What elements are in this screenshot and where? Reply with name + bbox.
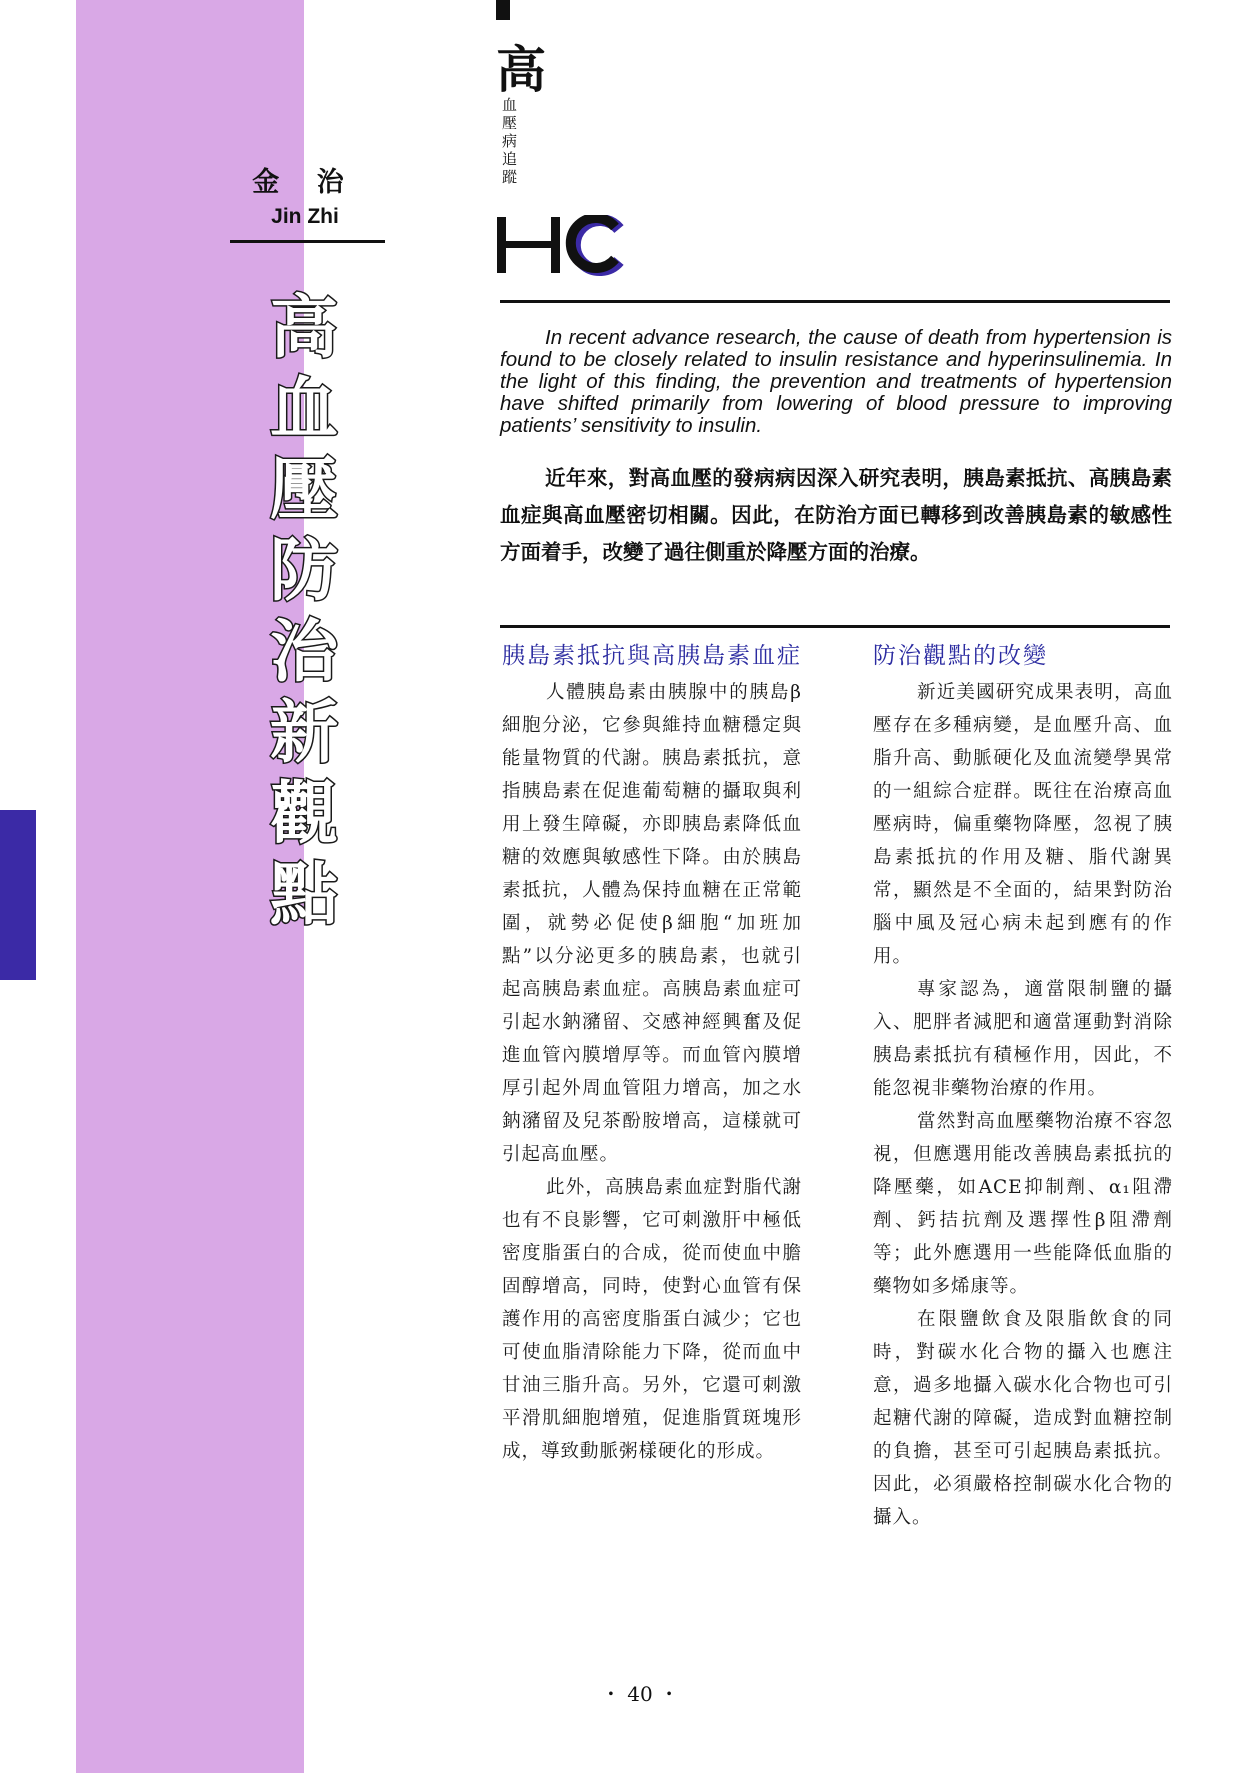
left-column bbox=[502, 640, 802, 1468]
article-title: 高血壓防治新觀點 bbox=[269, 289, 338, 935]
page-number: ・ 40 ・ bbox=[600, 1682, 680, 1706]
right-paragraph: 當然對高血壓藥物治療不容忽視，但應選用能改善胰島素抵抗的降壓藥，如ACE抑制劑、α₁阻滯劑、鈣拮抗劑及選擇性β阻滯劑等；此外應選用一些能降低血脂的藥物如多烯康等。 bbox=[873, 1111, 1173, 1297]
right-column bbox=[873, 640, 1173, 1534]
author-block bbox=[230, 160, 380, 229]
left-paragraph: 人體胰島素由胰腺中的胰島β細胞分泌，它參與維持血糖穩定與能量物質的代謝。胰島素抵抗，意指胰島素在促進葡萄糖的攝取與利用上發生障礙，亦即胰島素降低血糖的效應與敏感性下降。由於胰島素抵抗，人體為保持血糖在正常範圍，就勢必促使β細胞“加班加點”以分泌更多的胰島素，也就引起高胰島素血症。高胰島素血症可引起水鈉瀦留、交感神經興奮及促進血管內膜增厚等。而血管內膜增厚引起外周血管阻力增高，加之水鈉瀦留及兒茶酚胺增高，這樣就可引起高血壓。 bbox=[502, 682, 802, 1165]
author-name-en: Jin Zhi bbox=[271, 205, 339, 228]
right-paragraph: 新近美國研究成果表明，高血壓存在多種病變，是血壓升高、血脂升高、動脈硬化及血流變學異常的一組綜合症群。既往在治療高血壓病時，偏重藥物降壓，忽視了胰島素抵抗的作用及糖、脂代謝異常，顯然是不全面的，結果對防治腦中風及冠心病未起到應有的作用。 bbox=[873, 682, 1173, 967]
right-column-heading: 防治觀點的改變 bbox=[873, 643, 1048, 669]
edge-color-tab bbox=[0, 810, 36, 980]
author-divider bbox=[230, 240, 385, 243]
abstract-top-rule bbox=[500, 300, 1170, 303]
section-big-char: 高 bbox=[496, 41, 546, 99]
right-paragraph: 專家認為，適當限制鹽的攝入、肥胖者減肥和適當運動對消除胰島素抵抗有積極作用，因此，不能忽視非藥物治療的作用。 bbox=[873, 979, 1173, 1099]
abstract-english: In recent advance research, the cause of death from hypertension is found to be closely related to insulin resistance and hyperinsulinemia. In the light of this finding, the prevention and treatments of hypertension have shifted primarily from lowering of blood pressure to improving patients’ sensitivity to insulin. bbox=[500, 326, 1172, 437]
author-name-zh: 金 治 bbox=[252, 167, 358, 198]
hc-logo-icon bbox=[497, 215, 632, 277]
section-subtitle: 血壓病追蹤 bbox=[502, 96, 518, 186]
left-column-heading: 胰島素抵抗與高胰島素血症 bbox=[502, 643, 802, 669]
body-top-rule bbox=[500, 625, 1170, 628]
left-paragraph: 此外，高胰島素血症對脂代謝也有不良影響，它可刺激肝中極低密度脂蛋白的合成，從而使血中膽固醇增高，同時，使對心血管有保護作用的高密度脂蛋白減少；它也可使血脂清除能力下降，從而血中甘油三脂升高。另外，它還可刺激平滑肌細胞增殖，促進脂質斑塊形成，導致動脈粥樣硬化的形成。 bbox=[502, 1177, 802, 1462]
section-marker-bar bbox=[496, 0, 510, 20]
abstract-chinese: 近年來，對高血壓的發病病因深入研究表明，胰島素抵抗、高胰島素血症與高血壓密切相關。因此，在防治方面已轉移到改善胰島素的敏感性方面着手，改變了過往側重於降壓方面的治療。 bbox=[500, 466, 1172, 564]
right-paragraph: 在限鹽飲食及限脂飲食的同時，對碳水化合物的攝入也應注意，過多地攝入碳水化合物也可引起糖代謝的障礙，造成對血糖控制的負擔，甚至可引起胰島素抵抗。因此，必須嚴格控制碳水化合物的攝入。 bbox=[873, 1309, 1173, 1528]
